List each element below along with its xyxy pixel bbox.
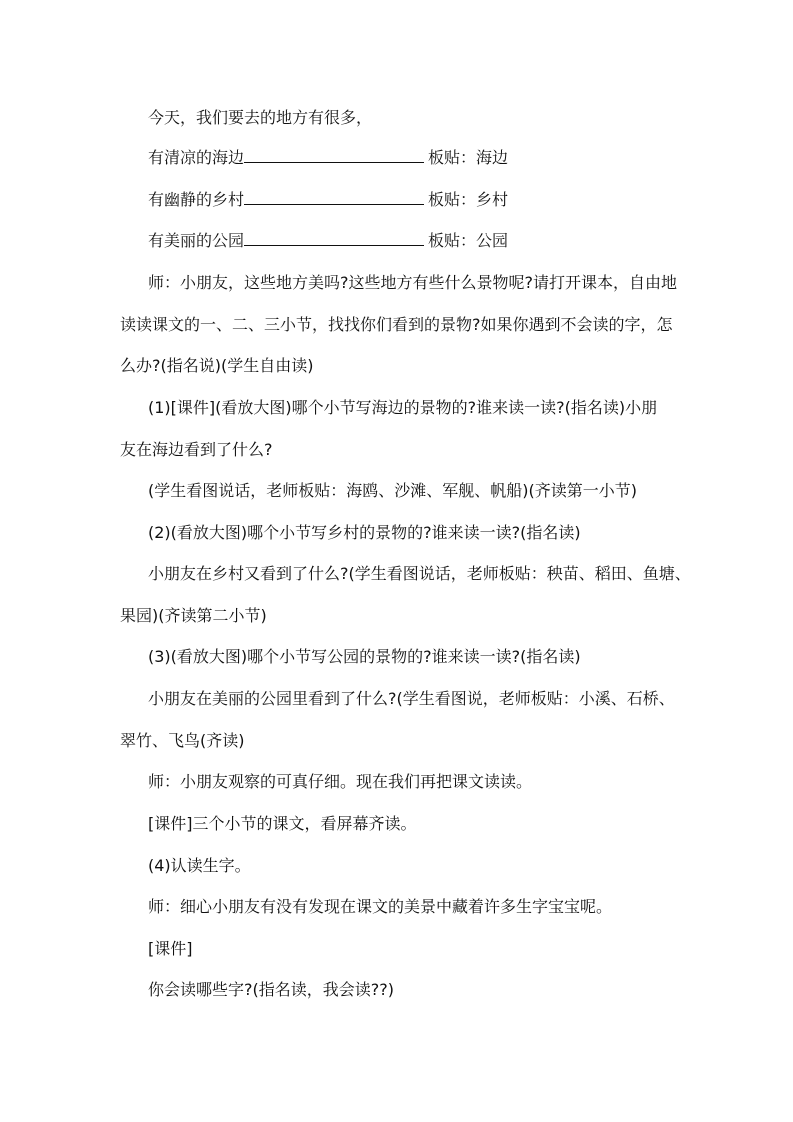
paragraph-line: (1)[课件](看放大图)哪个小节写海边的景物的?谁来读一读?(指名读)小朋 — [148, 398, 658, 417]
row-village-label: 有幽静的乡村 — [148, 190, 245, 209]
row-village — [148, 190, 508, 210]
row-seaside-board: 板贴：海边 — [428, 148, 509, 167]
row-park — [148, 231, 508, 251]
paragraph-line: [课件]三个小节的课文，看屏幕齐读。 — [148, 814, 417, 833]
intro-text: 今天，我们要去的地方有很多， — [148, 108, 373, 127]
row-park-label: 有美丽的公园 — [148, 231, 245, 250]
row-village-board: 板贴：乡村 — [428, 190, 509, 209]
paragraph-line: 么办?(指名说)(学生自由读) — [120, 356, 314, 375]
paragraph-line: 师：细心小朋友有没有发现在课文的美景中藏着许多生字宝宝呢。 — [148, 897, 613, 916]
fill-in-blank — [244, 190, 424, 205]
paragraph-line: (学生看图说话，老师板贴：海鸥、沙滩、军舰、帆船)(齐读第一小节) — [148, 481, 637, 500]
paragraph-line: 读读课文的一、二、三小节，找找你们看到的景物?如果你遇到不会读的字，怎 — [120, 315, 673, 334]
paragraph-line: 师：小朋友，这些地方美吗?这些地方有些什么景物呢?请打开课本，自由地 — [148, 273, 677, 292]
paragraph-line: 小朋友在美丽的公园里看到了什么?(学生看图说，老师板贴：小溪、石桥、 — [148, 689, 675, 708]
paragraph-line: 友在海边看到了什么? — [120, 440, 273, 459]
paragraph-line: 翠竹、飞鸟(齐读) — [120, 731, 245, 750]
paragraph-line: 果园)(齐读第二小节) — [120, 606, 267, 625]
paragraph-line: (3)(看放大图)哪个小节写公园的景物的?谁来读一读?(指名读) — [148, 647, 581, 666]
paragraph-line: (4)认读生字。 — [148, 856, 251, 875]
paragraph-line: 小朋友在乡村又看到了什么?(学生看图说话，老师板贴：秧苗、稻田、鱼塘、 — [148, 564, 691, 583]
paragraph-line: [课件] — [148, 939, 193, 958]
row-seaside-label: 有清凉的海边 — [148, 148, 245, 167]
paragraph-line: (2)(看放大图)哪个小节写乡村的景物的?谁来读一读?(指名读) — [148, 523, 581, 542]
row-seaside — [148, 148, 508, 168]
row-park-board: 板贴：公园 — [428, 231, 509, 250]
paragraph-line: 师：小朋友观察的可真仔细。现在我们再把课文读读。 — [148, 772, 533, 791]
fill-in-blank — [244, 148, 424, 163]
paragraph-line: 你会读哪些字?(指名读，我会读??) — [148, 980, 394, 999]
fill-in-blank — [244, 231, 424, 246]
